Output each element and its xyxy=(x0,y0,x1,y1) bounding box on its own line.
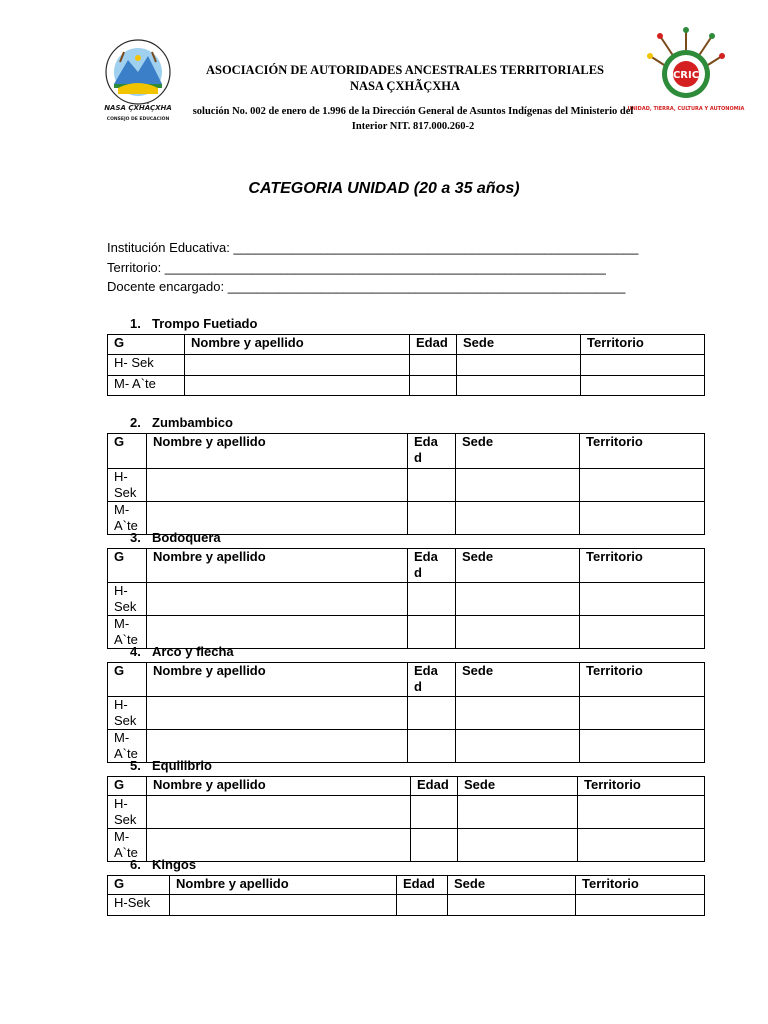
territorio-cell[interactable] xyxy=(580,697,705,730)
section-heading-2 xyxy=(130,415,233,430)
edad-cell[interactable] xyxy=(408,583,456,616)
col-header-territorio: Territorio xyxy=(578,777,705,796)
edad-cell[interactable] xyxy=(408,469,456,502)
territorio-cell[interactable] xyxy=(580,469,705,502)
section-heading-4 xyxy=(130,644,234,659)
gender-cell: M- A`te xyxy=(108,730,147,763)
association-seal-icon xyxy=(100,38,176,124)
organization-name-line2: NASA ÇXHÃÇXHA xyxy=(349,79,461,93)
col-header-g: G xyxy=(108,335,185,355)
gender-cell: M- A`te xyxy=(108,376,185,396)
col-header-territorio: Territorio xyxy=(580,549,705,583)
col-header-nombre: Nombre y apellido xyxy=(147,777,411,796)
section-number: 6. xyxy=(130,857,141,872)
col-header-edad: Edad xyxy=(397,876,448,895)
page-title: CATEGORIA UNIDAD (20 a 35 años) xyxy=(248,180,520,197)
table-row xyxy=(108,583,705,616)
col-header-sede: Sede xyxy=(456,549,580,583)
col-header-edad: Eda d xyxy=(408,549,456,583)
col-header-sede: Sede xyxy=(448,876,576,895)
section-name: Arco y flecha xyxy=(152,644,234,659)
institucion-field[interactable]: Institución Educativa: ________________________________________________________ xyxy=(107,240,639,255)
sede-cell[interactable] xyxy=(458,796,578,829)
col-header-edad: Edad xyxy=(410,335,457,355)
sede-cell[interactable] xyxy=(456,697,580,730)
edad-cell[interactable] xyxy=(408,502,456,535)
organization-name xyxy=(170,62,640,94)
col-header-sede: Sede xyxy=(456,434,580,469)
edad-cell[interactable] xyxy=(408,730,456,763)
section-heading-3 xyxy=(130,530,221,545)
svg-text:CONSEJO DE EDUCACIÓN: CONSEJO DE EDUCACIÓN xyxy=(106,117,170,122)
territorio-cell[interactable] xyxy=(580,502,705,535)
col-header-g: G xyxy=(108,777,147,796)
resolution-text xyxy=(168,104,658,134)
section-number: 2. xyxy=(130,415,141,430)
table-row xyxy=(108,697,705,730)
nombre-cell[interactable] xyxy=(170,895,397,916)
section-name: Bodoquera xyxy=(152,530,221,545)
docente-field[interactable]: Docente encargado: _______________________________________________________ xyxy=(107,279,626,294)
col-header-edad: Edad xyxy=(411,777,458,796)
col-header-sede: Sede xyxy=(456,663,580,697)
territorio-cell[interactable] xyxy=(581,376,705,396)
edad-cell[interactable] xyxy=(410,355,457,376)
section-heading-6 xyxy=(130,857,196,872)
col-header-territorio: Territorio xyxy=(580,663,705,697)
registration-table-1 xyxy=(107,334,705,396)
col-header-nombre: Nombre y apellido xyxy=(185,335,410,355)
edad-cell[interactable] xyxy=(410,376,457,396)
registration-table-2 xyxy=(107,433,705,535)
edad-cell[interactable] xyxy=(408,616,456,649)
section-name: Trompo Fuetiado xyxy=(152,316,258,331)
territorio-cell[interactable] xyxy=(576,895,705,916)
sede-cell[interactable] xyxy=(456,616,580,649)
sede-cell[interactable] xyxy=(457,376,581,396)
gender-cell: H- Sek xyxy=(108,796,147,829)
col-header-nombre: Nombre y apellido xyxy=(170,876,397,895)
col-header-sede: Sede xyxy=(458,777,578,796)
section-name: Zumbambico xyxy=(152,415,233,430)
nombre-cell[interactable] xyxy=(147,796,411,829)
territorio-cell[interactable] xyxy=(580,583,705,616)
table-row xyxy=(108,469,705,502)
gender-cell: M- A`te xyxy=(108,616,147,649)
col-header-territorio: Territorio xyxy=(580,434,705,469)
sede-cell[interactable] xyxy=(456,730,580,763)
sede-cell[interactable] xyxy=(456,502,580,535)
col-header-g: G xyxy=(108,876,170,895)
territorio-cell[interactable] xyxy=(580,730,705,763)
section-number: 1. xyxy=(130,316,141,331)
gender-cell: H- Sek xyxy=(108,697,147,730)
nombre-cell[interactable] xyxy=(147,697,408,730)
gender-cell: H- Sek xyxy=(108,355,185,376)
nombre-cell[interactable] xyxy=(147,583,408,616)
col-header-g: G xyxy=(108,434,147,469)
organization-name-line1: ASOCIACIÓN DE AUTORIDADES ANCESTRALES TERRITORIALES xyxy=(205,63,605,77)
territorio-cell[interactable] xyxy=(578,829,705,862)
nombre-cell[interactable] xyxy=(147,469,408,502)
gender-cell: H- Sek xyxy=(108,583,147,616)
col-header-edad: Eda d xyxy=(408,434,456,469)
territorio-cell[interactable] xyxy=(578,796,705,829)
table-row xyxy=(108,376,705,396)
section-number: 3. xyxy=(130,530,141,545)
svg-text:UNIDAD, TIERRA, CULTURA Y AUTO: UNIDAD, TIERRA, CULTURA Y AUTONOMIA xyxy=(627,106,745,112)
sede-cell[interactable] xyxy=(448,895,576,916)
resolution-line1: solución No. 002 de enero de 1.996 de la Dirección General de Asuntos Indígenas del Ministerio del xyxy=(192,106,634,117)
edad-cell[interactable] xyxy=(397,895,448,916)
nombre-cell[interactable] xyxy=(185,355,410,376)
territorio-field[interactable]: Territorio: _____________________________________________________________ xyxy=(107,260,606,275)
table-row xyxy=(108,355,705,376)
resolution-line2: Interior NIT. 817.000.260-2 xyxy=(351,121,475,132)
col-header-sede: Sede xyxy=(457,335,581,355)
section-name: Equilibrio xyxy=(152,758,212,773)
gender-cell: M- A`te xyxy=(108,829,147,862)
section-number: 4. xyxy=(130,644,141,659)
col-header-territorio: Territorio xyxy=(576,876,705,895)
edad-cell[interactable] xyxy=(411,796,458,829)
table-row xyxy=(108,829,705,862)
gender-cell: H- Sek xyxy=(108,469,147,502)
sede-cell[interactable] xyxy=(457,355,581,376)
sede-cell[interactable] xyxy=(456,583,580,616)
nombre-cell[interactable] xyxy=(185,376,410,396)
col-header-nombre: Nombre y apellido xyxy=(147,549,408,583)
col-header-nombre: Nombre y apellido xyxy=(147,434,408,469)
registration-table-3 xyxy=(107,548,705,649)
col-header-territorio: Territorio xyxy=(581,335,705,355)
table-row xyxy=(108,796,705,829)
gender-cell: M- A`te xyxy=(108,502,147,535)
col-header-g: G xyxy=(108,663,147,697)
sede-cell[interactable] xyxy=(458,829,578,862)
section-heading-1 xyxy=(130,316,257,331)
table-row xyxy=(108,895,705,916)
registration-table-6 xyxy=(107,875,705,916)
section-number: 5. xyxy=(130,758,141,773)
svg-text:CRIC: CRIC xyxy=(672,70,700,81)
sede-cell[interactable] xyxy=(456,469,580,502)
svg-text:NASA ÇXHÃÇXHA: NASA ÇXHÃÇXHA xyxy=(104,104,172,112)
edad-cell[interactable] xyxy=(411,829,458,862)
registration-table-5 xyxy=(107,776,705,862)
registration-table-4 xyxy=(107,662,705,763)
edad-cell[interactable] xyxy=(408,697,456,730)
section-name: Kingos xyxy=(152,857,197,872)
territorio-cell[interactable] xyxy=(581,355,705,376)
col-header-edad: Eda d xyxy=(408,663,456,697)
territorio-cell[interactable] xyxy=(580,616,705,649)
section-heading-5 xyxy=(130,758,212,773)
col-header-g: G xyxy=(108,549,147,583)
gender-cell: H-Sek xyxy=(108,895,170,916)
col-header-nombre: Nombre y apellido xyxy=(147,663,408,697)
